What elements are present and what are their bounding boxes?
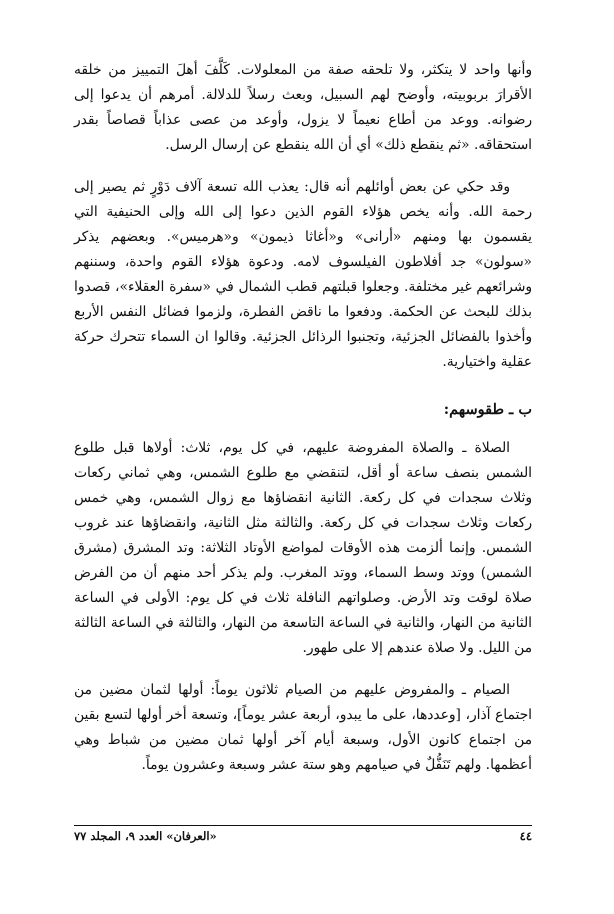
journal-citation: «العرفان» العدد ٩، المجلد ٧٧ [74,829,217,843]
paragraph-1: وأنها واحد لا يتكثر، ولا تلحقه صفة من المعلولات. كَلَّفَ أهلَ التمييز من خلقه الأقرارَ بربوبيته، وأوضح لهم السبيل، وبعث رسلاً للدلالة. أمرهم أن يدعوا إلى رضوانه. ووعد من أطاع نعيماً لا يزول، وأوعد من عصى عذاباً قصاصاً بقدر استحقاقه. «ثم ينقطع ذلك» أي أن الله ينقطع عن إرسال الرسل. [74,62,532,153]
section-heading: ب ـ طقوسهم: [443,401,532,418]
paragraph-prayer: الصلاة ـ والصلاة المفروضة عليهم، في كل يوم، ثلاث: أولاها قبل طلوع الشمس بنصف ساعة أو أقل، لتنقضي مع طلوع الشمس، وهي ثماني ركعات وثلاث سجدات في كل ركعة. الثانية انقضاؤها مع زوال الشمس، وهي خمس ركعات وثلاث سجدات في كل ركعة. والثالثة مثل الثانية، وانقضاؤها عند غروب الشمس. وإنما ألزمت هذه الأوقات لمواضع الأوتاد الثلاثة: وتد المشرق (مشرق الشمس) ووتد وسط السماء، ووتد المغرب. ولم يذكر أحد منهم أن من الفرض صلاة لوقت وتد الأرض. وصلواتهم النافلة ثلاث في كل يوم: الأولى في الساعة الثانية من النهار، والثانية في الساعة التاسعة من النهار، والثالثة في الساعة الثالثة من الليل. ولا صلاة عندهم إلا على طهور. [74,440,532,656]
paragraph-2: وقد حكي عن بعض أوائلهم أنه قال: يعذب الله تسعة آلاف دَوْرٍ ثم يصير إلى رحمة الله. وأنه يخص هؤلاء القوم الذين دعوا إلى الله وإلى الحنيفية التي يقسمون بها ومنهم «أرانى» و«أغاثا ذيمون» و«هرميس». وبعضهم يذكر «سولون» جد أفلاطون الفيلسوف لامه. ودعوة هؤلاء القوم واحدة، وسننهم وشرائعهم غير مختلفة. وجعلوا قبلتهم قطب الشمال في «سفرة العقلاء»، قصدوا بذلك للبحث عن الحكمة. ودفعوا ما ناقض الفطرة، ولزموا فضائل النفس الأربع وأخذوا بالفضائل الجزئية، وتجنبوا الرذائل الجزئية. وقالوا ان السماء تتحرك حركة عقلية واختيارية. [74,179,532,370]
body-text [74,58,532,778]
page-footer [74,825,532,843]
paragraph-fasting: الصيام ـ والمفروض عليهم من الصيام ثلاثون يوماً: أولها لثمان مضين من اجتماع آذار، [وعددها، على ما يبدو، أربعة عشر يوماً]، وتسعة أخر أولها لتسع بقين من اجتماع كانون الأول، وسبعة أيام آخر أولها ثمان مضين من شباط وهي أعظمها. ولهم تَنَفُّلٌ في صيامهم وهو ستة عشر وسبعة وعشرون يوماً. [74,682,532,773]
page-number: ٤٤ [519,829,532,843]
